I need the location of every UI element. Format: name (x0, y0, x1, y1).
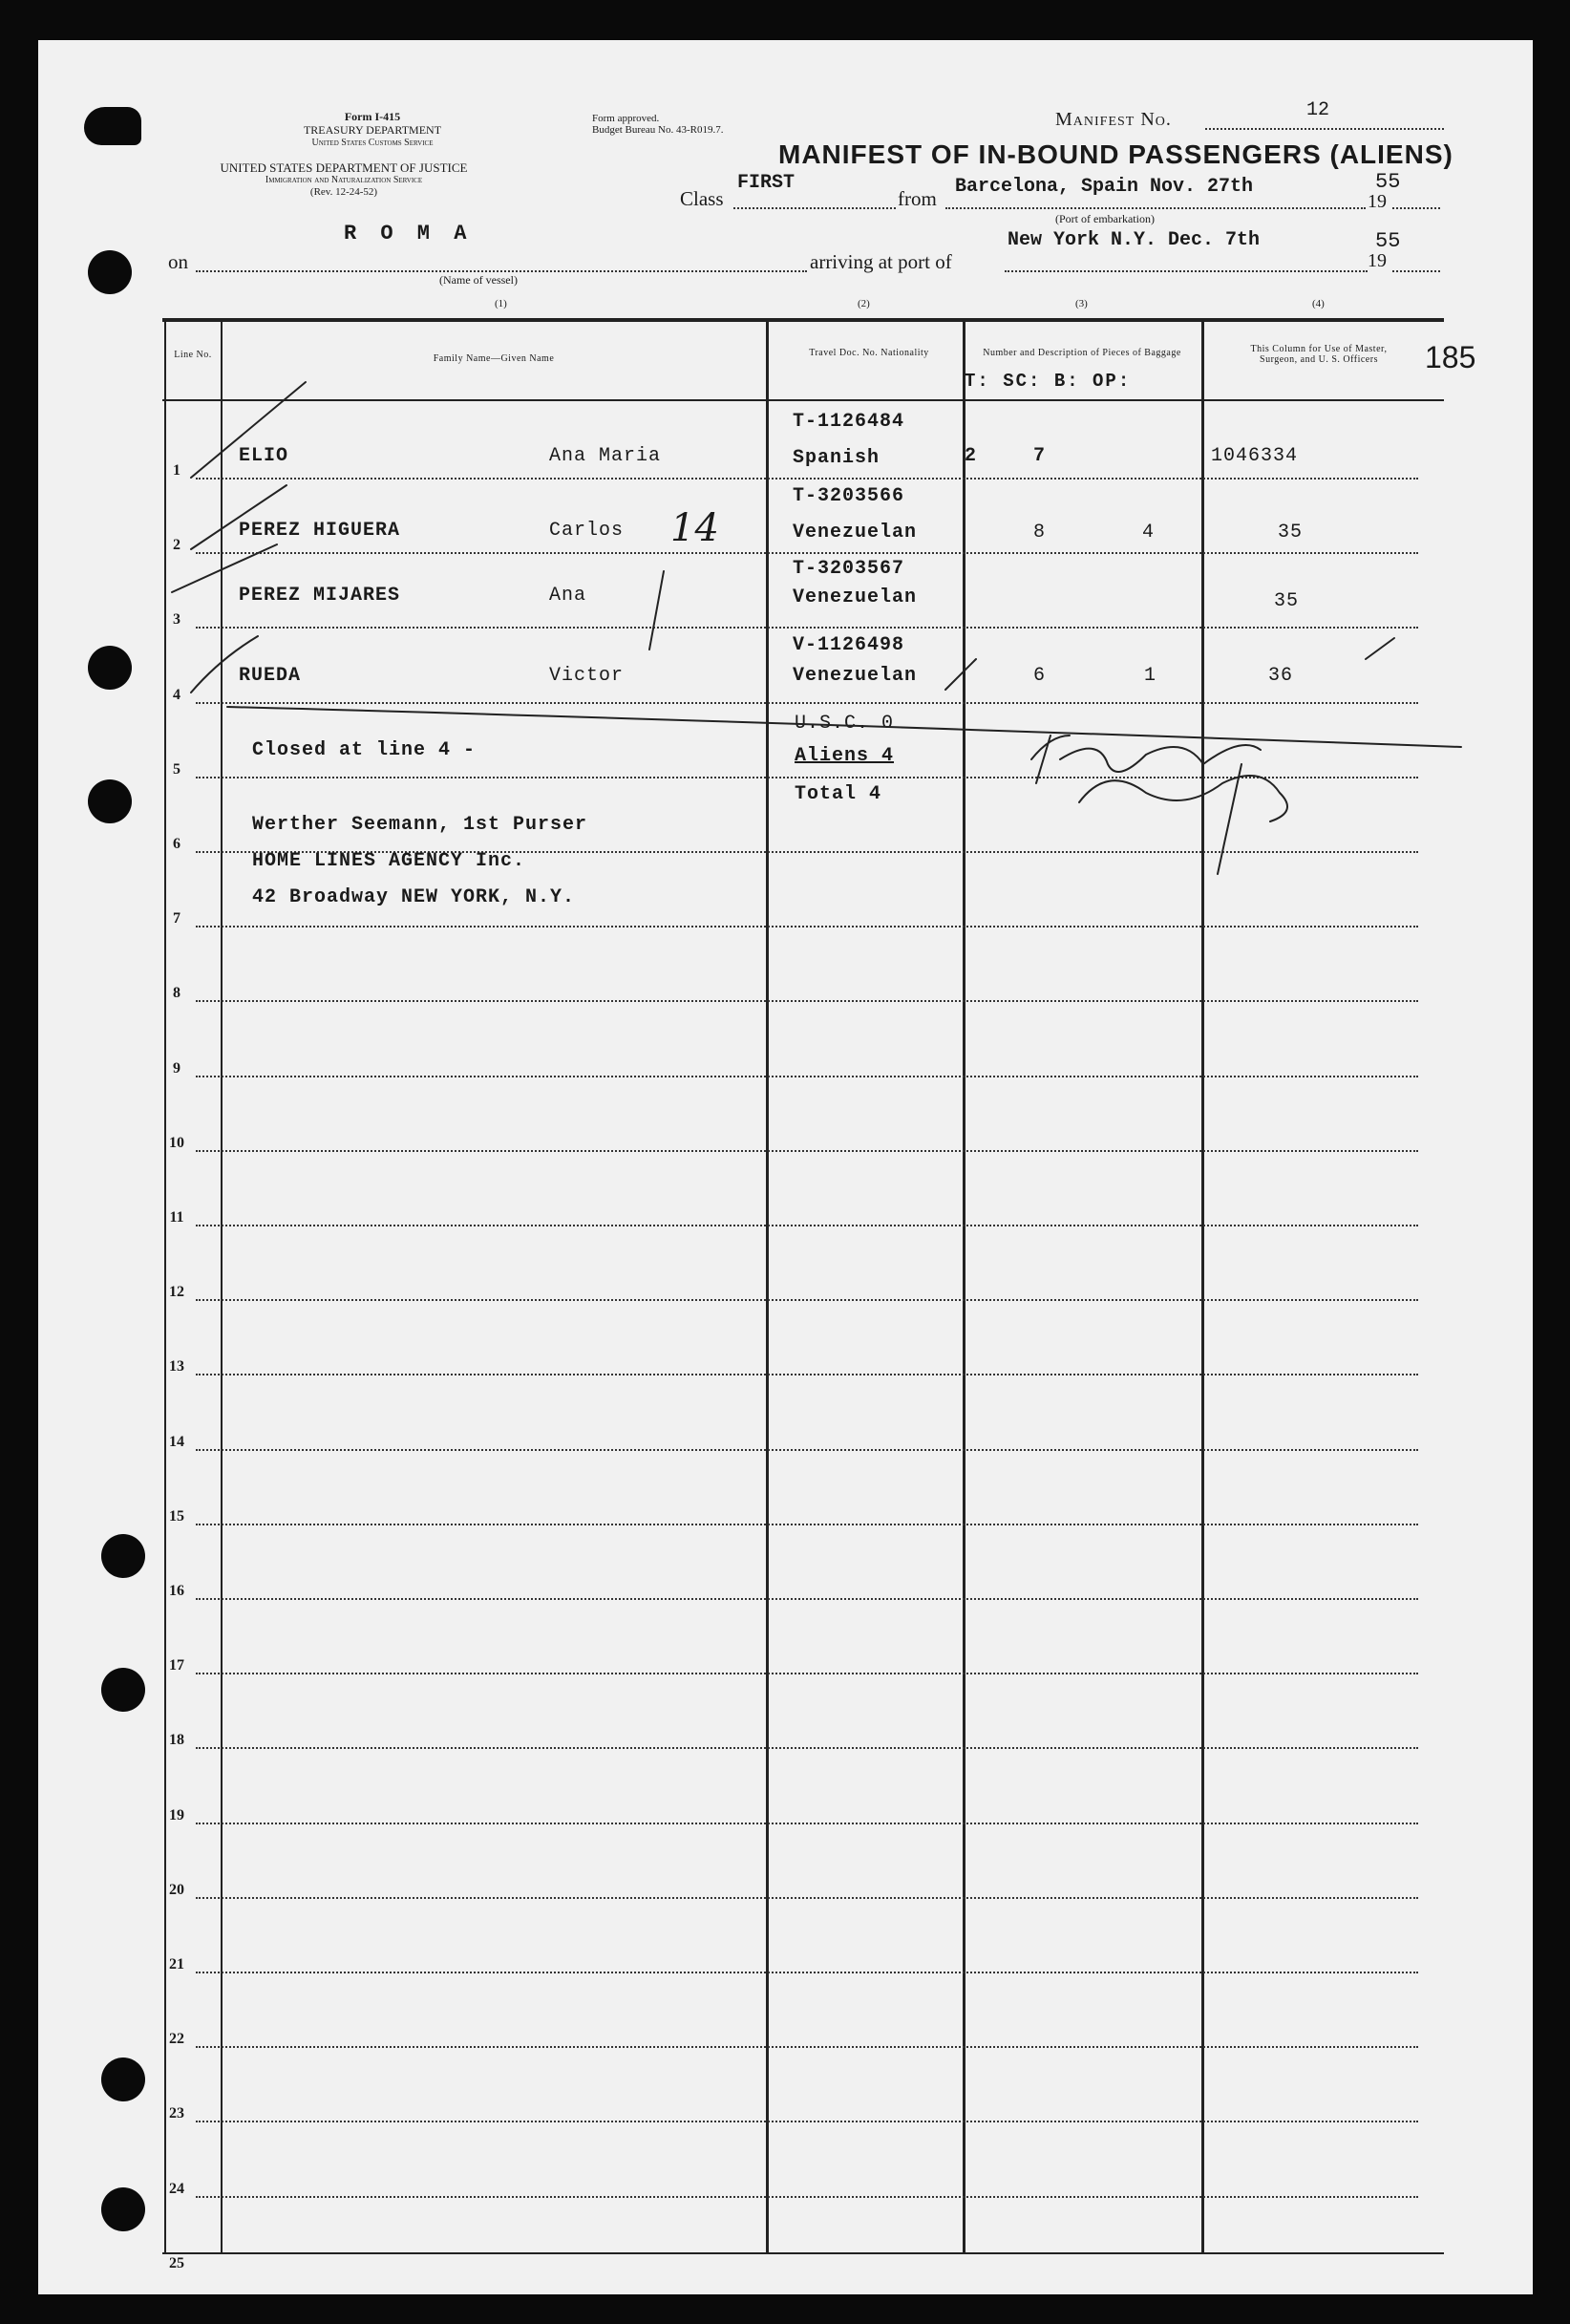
p3-family: PEREZ MIJARES (239, 585, 401, 607)
p4-bag-sc: 6 (1033, 665, 1047, 687)
p2-nationality: Venezuelan (793, 522, 918, 544)
line-number: 19 (169, 1807, 184, 1823)
class-value: FIRST (737, 172, 796, 194)
form-number: Form I-415 (344, 110, 401, 123)
line-number: 16 (169, 1583, 184, 1599)
line-number: 24 (169, 2181, 184, 2197)
p3-nationality: Venezuelan (793, 586, 918, 608)
header-baggage-sub: T: SC: B: OP: (965, 371, 1132, 392)
line-number: 2 (173, 537, 180, 553)
header-travel-doc: Travel Doc. No. Nationality (809, 348, 929, 358)
p2-given: Carlos (549, 520, 625, 542)
arriving-label: arriving at port of (810, 250, 952, 273)
p4-officer: 36 (1268, 665, 1294, 687)
p2-doc: T-3203566 (793, 485, 905, 507)
port-embark-caption: (Port of embarkation) (1055, 212, 1155, 225)
line-number: 25 (169, 2255, 184, 2271)
on-label: on (168, 250, 188, 273)
agency: HOME LINES AGENCY Inc. (252, 850, 526, 872)
p1-family: ELIO (239, 445, 289, 467)
line-number: 5 (173, 761, 180, 778)
line-number: 13 (169, 1358, 184, 1375)
agency-address: 42 Broadway NEW YORK, N.Y. (252, 886, 576, 908)
p4-family: RUEDA (239, 665, 302, 687)
year-2: 55 (1375, 229, 1401, 253)
manifest-title: MANIFEST OF IN-BOUND PASSENGERS (ALIENS) (778, 139, 1453, 169)
p2-bag-sc: 8 (1033, 522, 1047, 544)
p4-nationality: Venezuelan (793, 665, 918, 687)
p1-given: Ana Maria (549, 445, 662, 467)
page-number: 185 (1425, 340, 1476, 374)
class-label: Class (680, 187, 724, 210)
col-num-3: (3) (1075, 298, 1088, 309)
arrival-value: New York N.Y. Dec. 7th (1008, 229, 1261, 251)
line-number: 10 (169, 1135, 184, 1151)
line-number: 23 (169, 2105, 184, 2121)
line-number: 1 (173, 462, 180, 479)
from-value: Barcelona, Spain Nov. 27th (955, 176, 1254, 198)
justice-dept: UNITED STATES DEPARTMENT OF JUSTICE (220, 160, 468, 175)
closed-note: Closed at line 4 - (252, 739, 477, 761)
customs-service: United States Customs Service (311, 138, 434, 148)
col-num-4: (4) (1312, 298, 1325, 309)
treasury-dept: TREASURY DEPARTMENT (303, 123, 442, 137)
p1-bag-sc: 7 (1033, 445, 1047, 467)
line-number: 8 (173, 985, 180, 1001)
col-num-2: (2) (858, 298, 870, 309)
budget-bureau: Budget Bureau No. 43-R019.7. (592, 124, 724, 136)
p2-family: PEREZ HIGUERA (239, 520, 401, 542)
year-prefix-2: 19 (1368, 250, 1387, 271)
line-number: 9 (173, 1060, 180, 1077)
header-name: Family Name—Given Name (433, 353, 555, 364)
revision: (Rev. 12-24-52) (309, 186, 378, 198)
p4-given: Victor (549, 665, 625, 687)
line-number: 20 (169, 1882, 184, 1898)
p3-doc: T-3203567 (793, 558, 905, 580)
line-number: 7 (173, 910, 180, 927)
manifest-label: Manifest No. (1055, 109, 1172, 130)
margin-mark: 14 (670, 506, 719, 550)
header-officers: This Column for Use of Master, Surgeon, and U. S. Officers (1250, 344, 1388, 365)
line-number: 21 (169, 1956, 184, 1972)
p2-officer: 35 (1278, 522, 1304, 544)
purser: Werther Seemann, 1st Purser (252, 814, 588, 836)
line-number: 18 (169, 1732, 184, 1748)
ins-service: Immigration and Naturalization Service (265, 175, 423, 185)
line-number: 4 (173, 687, 180, 703)
usc-count: U.S.C. 0 (795, 713, 895, 735)
line-number: 3 (173, 611, 180, 628)
vessel-name: R O M A (344, 222, 473, 245)
line-number: 11 (169, 1209, 184, 1226)
from-label: from (898, 187, 937, 210)
year-1: 55 (1375, 170, 1401, 194)
line-number: 14 (169, 1434, 184, 1450)
p1-officer: 1046334 (1211, 445, 1299, 467)
year-prefix-1: 19 (1368, 191, 1387, 212)
total-count: Total 4 (795, 783, 882, 805)
p3-officer: 35 (1274, 590, 1300, 612)
line-number: 6 (173, 836, 180, 852)
line-number: 12 (169, 1284, 184, 1300)
p4-doc: V-1126498 (793, 634, 905, 656)
col-num-1: (1) (495, 298, 507, 309)
line-number: 15 (169, 1508, 184, 1524)
p1-bag-t: 2 (965, 445, 978, 467)
vessel-caption: (Name of vessel) (439, 273, 518, 287)
line-number: 17 (169, 1657, 184, 1674)
form-approved: Form approved. (592, 113, 660, 124)
aliens-count: Aliens 4 (795, 745, 895, 767)
p1-doc: T-1126484 (793, 411, 905, 433)
header-line-no: Line No. (174, 350, 212, 360)
p2-bag-b: 4 (1142, 522, 1156, 544)
line-number: 22 (169, 2031, 184, 2047)
header-baggage: Number and Description of Pieces of Baggage (983, 348, 1181, 358)
manifest-number: 12 (1306, 99, 1330, 121)
p3-given: Ana (549, 585, 587, 607)
p4-bag-b: 1 (1144, 665, 1157, 687)
p1-nationality: Spanish (793, 447, 880, 469)
